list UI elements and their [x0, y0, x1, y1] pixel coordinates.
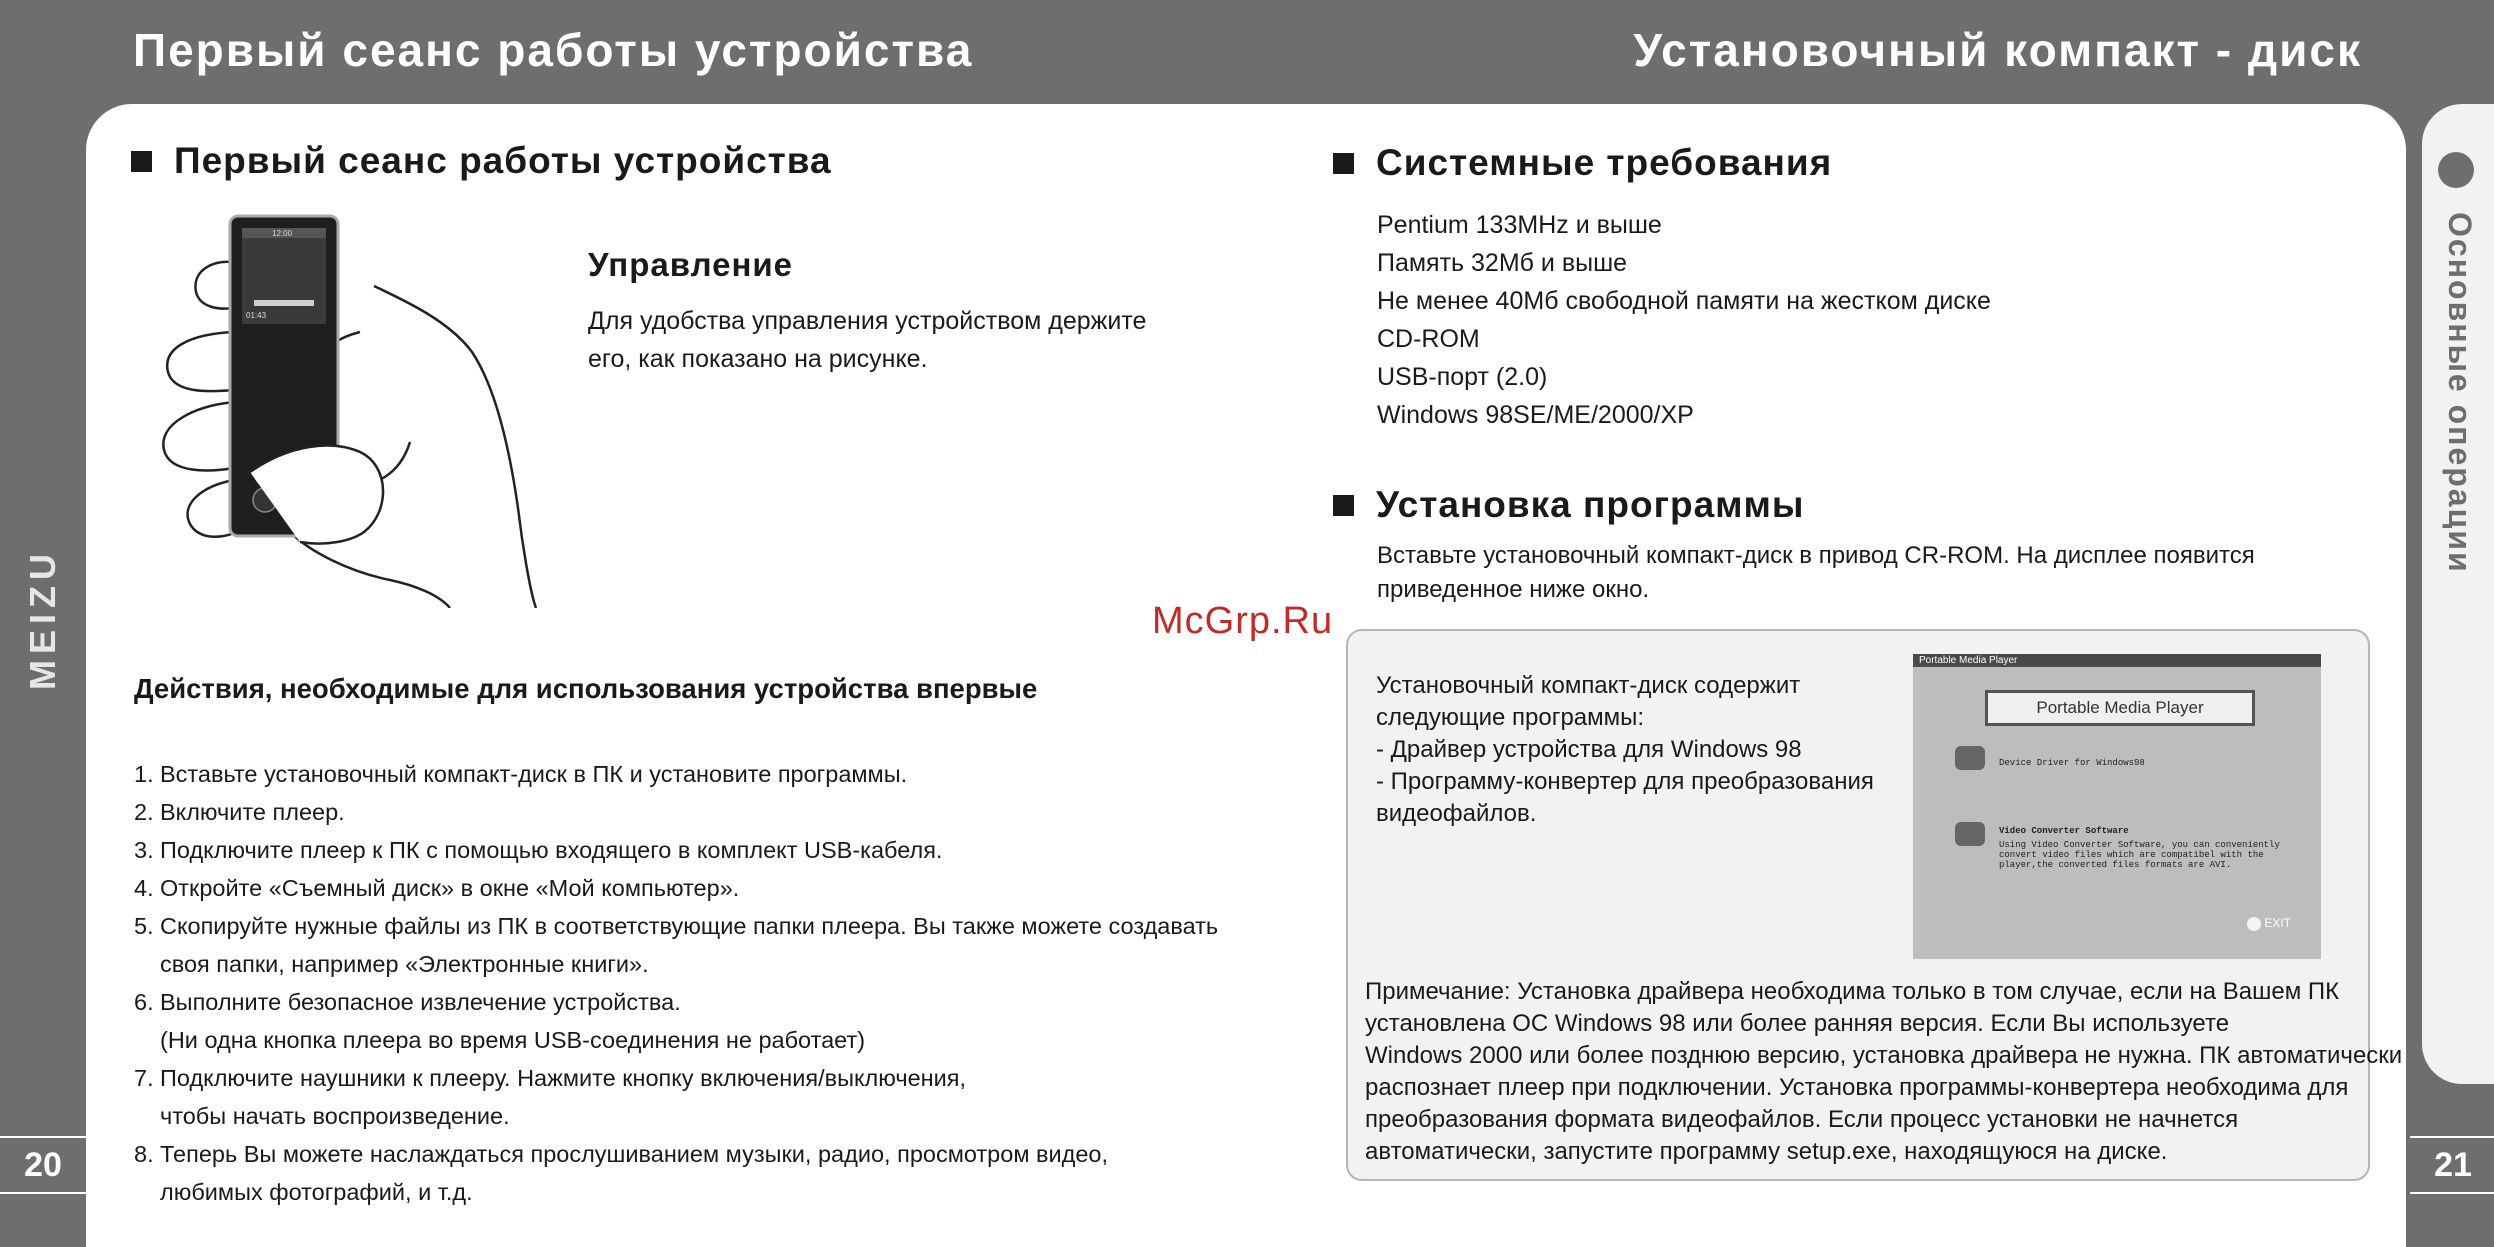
requirement-item: Pentium 133MHz и выше: [1377, 211, 1662, 239]
brand-logo: MEIZU: [22, 548, 63, 690]
requirement-item: CD-ROM: [1377, 325, 1480, 353]
list-item: 8. Теперь Вы можете наслаждаться прослушиванием музыки, радио, просмотром видео, любимых фотографий, и т.д.: [134, 1141, 1108, 1205]
tab-dot-icon: [2438, 152, 2474, 188]
film-icon: [1955, 822, 1985, 846]
box-intro-line: - Драйвер устройства для Windows 98: [1376, 736, 1802, 763]
box-note-line: Примечание: Установка драйвера необходима только в том случае, если на Вашем ПК: [1365, 978, 2340, 1005]
device-player-time: 01:43: [246, 311, 267, 320]
box-note-line: установлена ОС Windows 98 или более ранняя версия. Если Вы используете: [1365, 1010, 2230, 1037]
section-title-first-session: [131, 140, 832, 182]
install-desc-line-2: приведенное ниже окно.: [1377, 576, 1650, 603]
installer-item-converter-desc: convert video files which are compatibel with the: [1999, 850, 2264, 860]
requirement-item: Память 32Мб и выше: [1377, 249, 1628, 277]
install-desc-line-1: Вставьте установочный компакт-диск в привод CR-ROM. На дисплее появится: [1377, 542, 2255, 569]
list-item: 4. Откройте «Съемный диск» в окне «Мой компьютер».: [134, 875, 740, 901]
section-title-text: Системные требования: [1376, 142, 1833, 183]
installer-item-driver: Device Driver for Windows98: [1999, 758, 2145, 768]
installer-window-title: Portable Media Player: [1913, 654, 2321, 667]
box-intro-line: видеофайлов.: [1376, 800, 1537, 827]
control-desc-line-2: его, как показано на рисунке.: [588, 345, 928, 373]
installer-title-button: Portable Media Player: [1985, 690, 2255, 726]
list-item: 2. Включите плеер.: [134, 799, 345, 825]
section-title-requirements: [1333, 142, 1832, 184]
box-note-line: преобразования формата видеофайлов. Если процесс установки не начнется: [1365, 1106, 2239, 1133]
requirement-item: Windows 98SE/ME/2000/XP: [1377, 401, 1694, 429]
list-item: 7. Подключите наушники к плееру. Нажмите кнопку включения/выключения, чтобы начать воспроизведение.: [134, 1065, 967, 1129]
requirement-item: Не менее 40Мб свободной памяти на жестком диске: [1377, 287, 1991, 315]
bullet-square-icon: [131, 151, 152, 172]
bullet-square-icon: [1333, 153, 1354, 174]
list-item: 5. Скопируйте нужные файлы из ПК в соответствующие папки плеера. Вы также можете создавать своя папки, например «Электронные книги».: [134, 913, 1219, 977]
control-title: Управление: [588, 246, 794, 283]
installer-item-converter-desc: player,the converted files formats are AVI.: [1999, 860, 2232, 870]
installer-screenshot: [1913, 654, 2321, 959]
gear-icon: [1955, 746, 1985, 770]
installer-item-converter-desc: Using Video Converter Software, you can conveniently: [1999, 840, 2280, 850]
box-note-line: распознает плеер при подключении. Установка программы-конвертера необходима для: [1365, 1074, 2349, 1101]
list-item: 6. Выполните безопасное извлечение устройства. (Ни одна кнопка плеера во время USB-соединения не работает): [134, 989, 866, 1053]
header-left-title: Первый сеанс работы устройства: [133, 24, 974, 76]
device-screen-time: 12:00: [272, 229, 293, 238]
box-note-line: Windows 2000 или более позднюю версию, установка драйвера не нужна. ПК автоматически: [1365, 1042, 2403, 1069]
bullet-square-icon: [1333, 495, 1354, 516]
header-right-title: Установочный компакт - диск: [1633, 24, 2362, 76]
steps-title: Действия, необходимые для использования устройства впервые: [134, 673, 1038, 704]
installer-exit-button: EXIT: [2247, 916, 2291, 931]
installer-item-converter-title: Video Converter Software: [1999, 826, 2129, 836]
box-intro-line: - Программу-конвертер для преобразования: [1376, 768, 1874, 795]
watermark-text: McGrp.Ru: [1152, 600, 1334, 642]
hand-outline-icon: [163, 262, 536, 608]
list-item: 1. Вставьте установочный компакт-диск в ПК и установите программы.: [134, 761, 908, 787]
box-note-line: автоматически, запустите программу setup.exe, находящуюся на диске.: [1365, 1138, 2168, 1165]
list-item: 3. Подключите плеер к ПК с помощью входящего в комплект USB-кабеля.: [134, 837, 943, 863]
section-title-install: [1333, 484, 1805, 526]
box-intro-line: Установочный компакт-диск содержит: [1376, 672, 1801, 699]
side-tab-label: Основные операции: [2442, 212, 2478, 574]
steps-list: [134, 755, 1218, 1211]
requirement-item: USB-порт (2.0): [1377, 363, 1548, 391]
control-desc-line-1: Для удобства управления устройством держите: [588, 307, 1147, 335]
section-title-text: Первый сеанс работы устройства: [174, 140, 832, 181]
box-intro-line: следующие программы:: [1376, 704, 1645, 731]
page-number-right: 21: [2410, 1136, 2494, 1194]
section-title-text: Установка программы: [1376, 484, 1805, 525]
hand-holding-player-illustration: [150, 212, 560, 608]
page-number-left: 20: [0, 1136, 86, 1194]
